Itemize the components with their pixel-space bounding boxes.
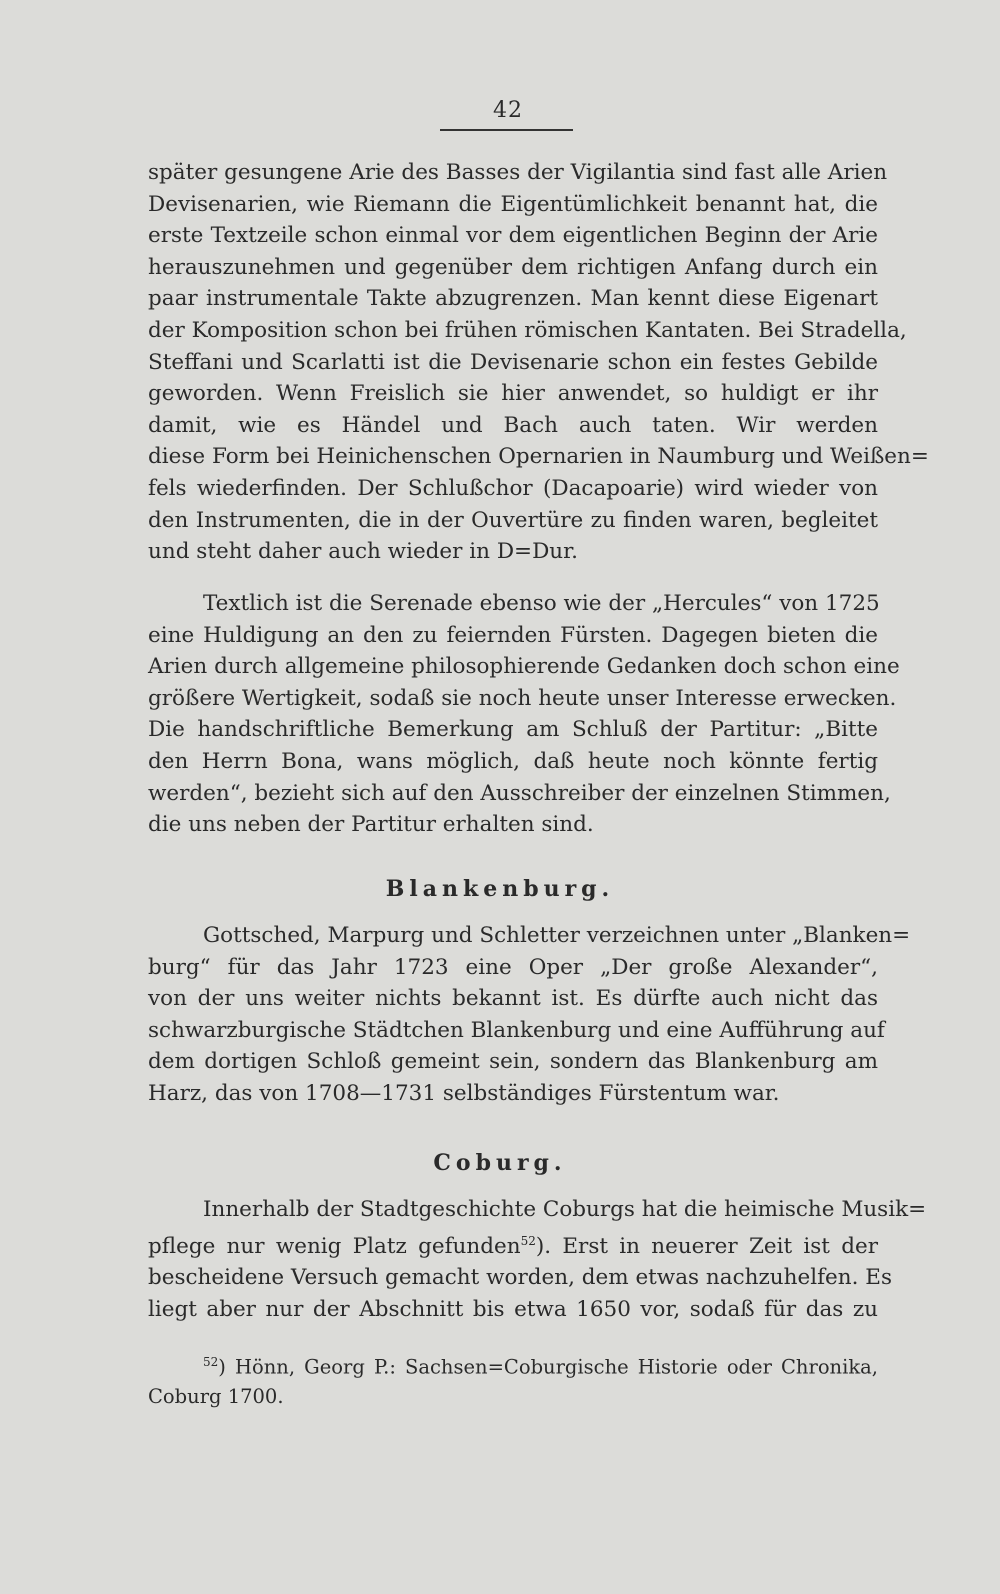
text-line: bescheidene Versuch gemacht worden, dem etwas nachzuhelfen. Es <box>148 1265 892 1291</box>
paragraph-blankenburg <box>148 920 911 1110</box>
text-line: die uns neben der Partitur erhalten sind. <box>148 812 594 838</box>
text-line: schwarzburgische Städtchen Blankenburg und eine Aufführung auf <box>148 1017 885 1043</box>
text-line: größere Wertigkeit, sodaß sie noch heute unser Interesse erwecken. <box>148 685 897 711</box>
text-line: diese Form bei Heinichenschen Opernarien in Naumburg und Weißen= <box>148 444 929 470</box>
page-number-rule <box>440 129 573 131</box>
text-line: Textlich ist die Serenade ebenso wie der „Hercules“ von 1725 <box>203 591 880 616</box>
section-heading-coburg: Coburg. <box>433 1150 567 1176</box>
text-line: Innerhalb der Stadtgeschichte Coburgs hat die heimische Musik= <box>203 1197 927 1222</box>
text-line: fels wiederfinden. Der Schlußchor (Dacapoarie) wird wieder von <box>148 475 878 501</box>
text-fragment: pflege nur wenig Platz gefunden <box>148 1233 521 1259</box>
text-line: Steffani und Scarlatti ist die Devisenarie schon ein festes Gebilde <box>148 349 878 375</box>
text-fragment: ) Hönn, Georg P.: Sachsen=Coburgische Historie oder Chronika, <box>218 1355 878 1379</box>
text-line: erste Textzeile schon einmal vor dem eigentlichen Beginn der Arie <box>148 223 878 249</box>
paragraph-devisenarien <box>148 157 929 568</box>
text-line: geworden. Wenn Freislich sie hier anwendet, so huldigt er ihr <box>148 381 878 407</box>
text-line: der Komposition schon bei frühen römischen Kantaten. Bei Stradella, <box>148 317 907 343</box>
section-heading-blankenburg: Blankenburg. <box>385 876 615 902</box>
text-line: Gottsched, Marpurg und Schletter verzeichnen unter „Blanken= <box>203 923 911 948</box>
paragraph-coburg <box>148 1194 927 1326</box>
text-line: Devisenarien, wie Riemann die Eigentümlichkeit benannt hat, die <box>148 191 878 217</box>
text-line: eine Huldigung an den zu feiernden Fürsten. Dagegen bieten die <box>148 622 878 648</box>
text-line: paar instrumentale Takte abzugrenzen. Man kennt diese Eigenart <box>148 286 878 312</box>
footnote-marker: 52 <box>203 1355 219 1369</box>
text-line: burg“ für das Jahr 1723 eine Oper „Der große Alexander“, <box>148 954 878 980</box>
text-line: damit, wie es Händel und Bach auch taten. Wir werden <box>148 412 878 438</box>
text-line: den Instrumenten, die in der Ouvertüre zu finden waren, begleitet <box>148 507 878 533</box>
text-fragment: ). Erst in neuerer Zeit ist der <box>535 1233 878 1259</box>
text-line: Harz, das von 1708—1731 selbständiges Fürstentum war. <box>148 1080 780 1106</box>
footnote-line: Coburg 1700. <box>148 1384 284 1408</box>
page-number: 42 <box>493 98 523 123</box>
paragraph-serenade <box>148 588 900 841</box>
footnote <box>148 1348 878 1411</box>
text-line <box>148 1226 878 1263</box>
text-line: von der uns weiter nichts bekannt ist. Es dürfte auch nicht das <box>148 986 878 1012</box>
footnote-line <box>148 1348 878 1382</box>
text-line: und steht daher auch wieder in D=Dur. <box>148 539 578 565</box>
text-line: Arien durch allgemeine philosophierende Gedanken doch schon eine <box>148 654 900 680</box>
text-line: liegt aber nur der Abschnitt bis etwa 1650 vor, sodaß für das zu <box>148 1296 878 1322</box>
text-line: dem dortigen Schloß gemeint sein, sondern das Blankenburg am <box>148 1049 878 1075</box>
text-line: später gesungene Arie des Basses der Vigilantia sind fast alle Arien <box>148 160 888 185</box>
footnote-reference[interactable]: 52 <box>520 1233 536 1248</box>
text-line: werden“, bezieht sich auf den Ausschreiber der einzelnen Stimmen, <box>148 780 891 806</box>
text-line: den Herrn Bona, wans möglich, daß heute noch könnte fertig <box>148 748 878 774</box>
text-line: herauszunehmen und gegenüber dem richtigen Anfang durch ein <box>148 254 878 280</box>
text-line: Die handschriftliche Bemerkung am Schluß der Partitur: „Bitte <box>148 717 878 743</box>
